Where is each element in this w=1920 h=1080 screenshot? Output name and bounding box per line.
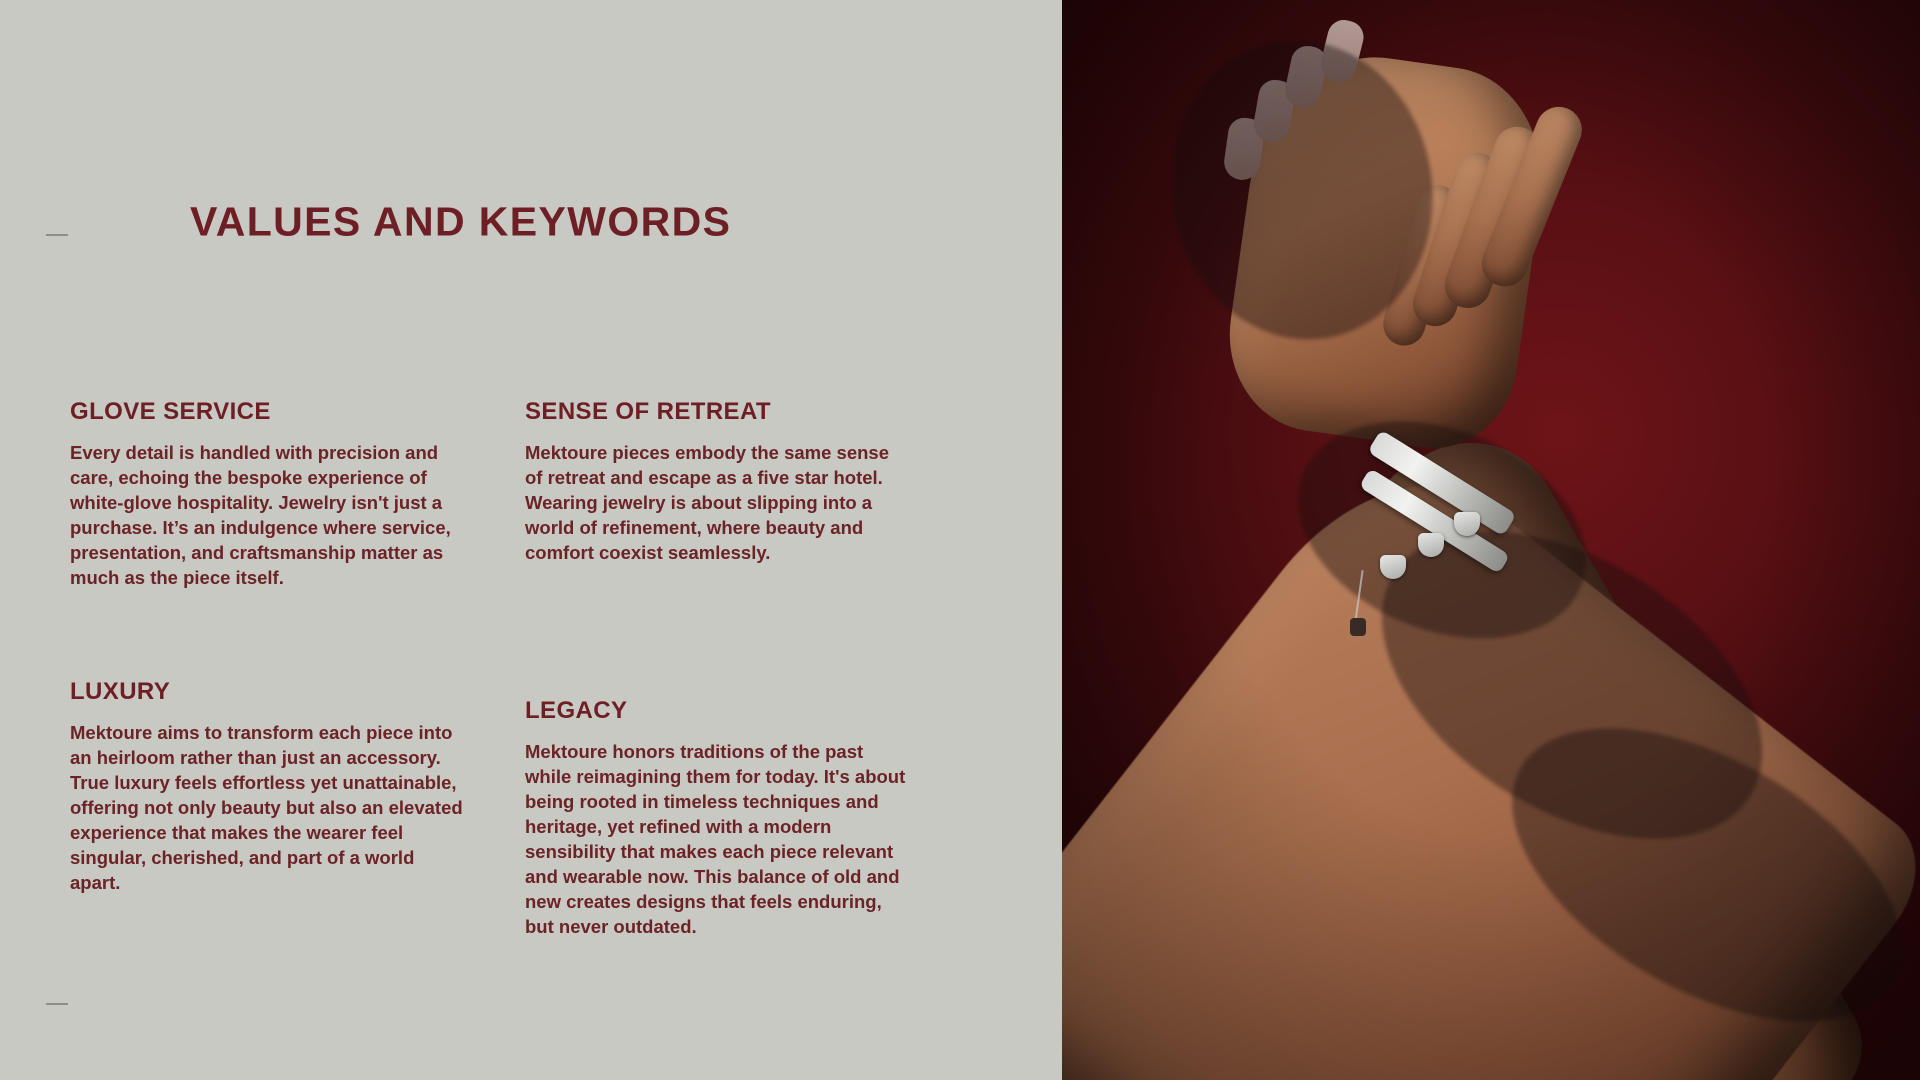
image-vignette — [1062, 0, 1920, 1080]
value-heading: SENSE OF RETREAT — [525, 398, 771, 425]
column-left — [70, 398, 525, 939]
value-body: Mektoure pieces embody the same sense of retreat and escape as a five star hotel. Wearing jewelry is about slipping into a world of refinement, where beauty and comfort coexist seamlessly. — [525, 442, 889, 563]
value-block-sense-of-retreat — [525, 398, 980, 565]
top-tick-mark — [46, 234, 68, 236]
values-columns — [70, 398, 990, 939]
value-heading: LUXURY — [70, 678, 171, 705]
value-body: Mektoure aims to transform each piece into an heirloom rather than just an accessory. True luxury feels effortless yet unattainable, offering not only beauty but also an elevated experience that makes the wearer feel singular, cherished, and part of a world apart. — [70, 722, 463, 893]
value-body: Mektoure honors traditions of the past while reimagining them for today. It's about being rooted in timeless techniques and heritage, yet refined with a modern sensibility that makes each piece relevant and wearable now. This balance of old and new creates designs that feels enduring, but never outdated. — [525, 741, 906, 937]
value-body: Every detail is handled with precision and care, echoing the bespoke experience of white-glove hospitality. Jewelry isn't just a purchase. It’s an indulgence where service, presentation, and craftsmanship matter as much as the piece itself. — [70, 442, 451, 588]
hero-image — [1062, 0, 1920, 1080]
value-heading: GLOVE SERVICE — [70, 398, 271, 425]
column-right — [525, 398, 980, 939]
page-title: VALUES AND KEYWORDS — [190, 198, 732, 245]
column-left-spacer — [70, 590, 525, 678]
value-block-glove-service — [70, 398, 525, 590]
column-right-spacer — [525, 565, 980, 697]
value-block-luxury — [70, 678, 525, 895]
value-heading: LEGACY — [525, 697, 628, 724]
value-block-legacy — [525, 697, 980, 939]
bottom-tick-mark — [46, 1003, 68, 1005]
